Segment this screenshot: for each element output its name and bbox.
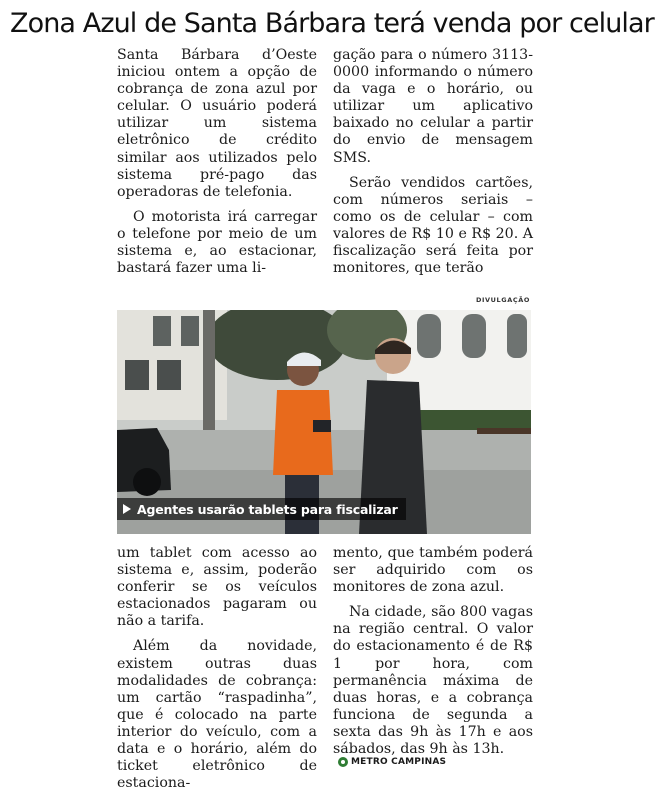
paragraph: Serão vendidos cartões, com números seriais – como os de celular – com valores de R$ 10 e R$ 20. A fiscalização será feita por monitores, que terão	[333, 174, 533, 277]
paragraph: Na cidade, são 800 vagas na região central. O valor do estacionamento é de R$ 1 por hora, com permanência máxima de duas horas, e a cobrança funciona de segunda a sexta das 9h às 17h e aos sábados, das 9h às 13h.	[333, 604, 533, 758]
signature-text: METRO CAMPINAS	[351, 757, 447, 767]
paragraph: Santa Bárbara d’Oeste iniciou ontem a opção de cobrança de zona azul por celular. O usuário poderá utilizar um sistema eletrônico de crédito similar aos utilizados pelo sistema pré-pago das operadoras de telefonia.	[117, 47, 317, 200]
headline: Zona Azul de Santa Bárbara terá venda por celular	[10, 8, 654, 39]
photo-credit: DIVULGAÇÃO	[476, 296, 530, 304]
play-triangle-icon	[123, 504, 131, 514]
text-column-2	[333, 47, 533, 285]
paragraph: gação para o número 3113-0000 informando o número da vaga e o horário, ou utilizar um aplicativo baixado no celular a partir do envio de mensagem SMS.	[333, 47, 533, 166]
paragraph: Além da novidade, existem outras duas modalidades de cobrança: um cartão “raspadinha”, que é colocado na parte interior do veículo, com a data e o horário, além do ticket eletrônico de estaciona-	[117, 638, 317, 792]
text-column-1	[117, 47, 317, 285]
paragraph: mento, que também poderá ser adquirido com os monitores de zona azul.	[333, 545, 533, 596]
photo-caption	[117, 498, 406, 520]
caption-text: Agentes usarão tablets para fiscalizar	[137, 501, 398, 517]
text-column-3	[117, 545, 317, 797]
metro-logo-icon	[338, 757, 348, 767]
publication-signature	[338, 757, 446, 767]
text-column-4	[333, 545, 533, 766]
paragraph: um tablet com acesso ao sistema e, assim, poderão conferir se os veículos estacionados pagaram ou não a tarifa.	[117, 545, 317, 630]
paragraph: O motorista irá carregar o telefone por meio de um sistema e, ao estacionar, bastará fazer uma li-	[117, 208, 317, 277]
